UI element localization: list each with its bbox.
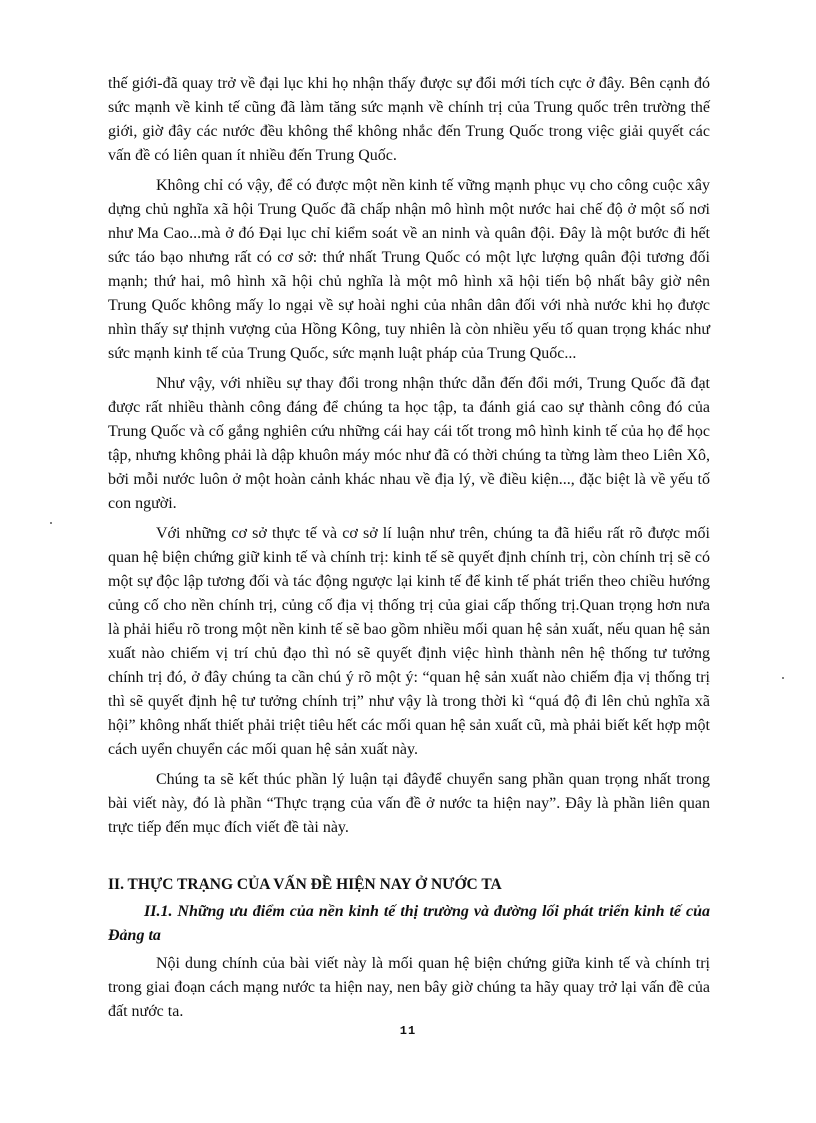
page-number: 11 (399, 1024, 417, 1038)
paragraph: Như vậy, với nhiều sự thay đổi trong nhận thức dẫn đến đổi mới, Trung Quốc đã đạt được rất nhiều thành công đáng để chúng ta học tập, ta đánh giá cao sự thành công đó của Trung Quốc và cố gắng nghiên cứu những cái hay cái tốt trong mô hình kinh tế của họ để học tập, nhưng không phải là dập khuôn máy móc như đã có thời chúng ta từng làm theo Liên Xô, bởi mỗi nước luôn ở một hoàn cảnh khác nhau về địa lý, về điều kiện..., đặc biệt là về yếu tố con người. (108, 375, 710, 512)
paragraph: Nội dung chính của bài viết này là mối quan hệ biện chứng giữa kinh tế và chính trị trong giai đoạn cách mạng nước ta hiện nay, nen bây giờ chúng ta hãy quay trở lại vấn đề của đất nước ta. (108, 955, 710, 1020)
paragraph: Không chỉ có vậy, để có được một nền kinh tế vững mạnh phục vụ cho công cuộc xây dựng chủ nghĩa xã hội Trung Quốc đã chấp nhận mô hình một nước hai chế độ ở một số nơi như Ma Cao...mà ở đó Đại lục chỉ kiểm soát về an ninh và quân đội. Đây là một bước đi hết sức táo bạo nhưng rất có cơ sở: thứ nhất Trung Quốc có một lực lượng quân đội tương đối mạnh; thứ hai, mô hình xã hội chủ nghĩa là một mô hình xã hội tiến bộ nhất bây giờ nên Trung Quốc không mấy lo ngại về sự hoài nghi của nhân dân đối với nhà nước khi họ được nhìn thấy sự thịnh vượng của Hồng Kông, tuy nhiên là còn nhiều yếu tố quan trọng khác như sức mạnh kinh tế của Trung Quốc, sức mạnh luật pháp của Trung Quốc... (108, 177, 710, 362)
paragraph: Với những cơ sở thực tế và cơ sở lí luận như trên, chúng ta đã hiểu rất rõ được mối quan hệ biện chứng giữ kinh tế và chính trị: kinh tế sẽ quyết định chính trị, còn chính trị sẽ có một sự độc lập tương đối và tác động ngược lại kinh tế để kinh tế phát triển theo chiều hướng củng cố cho nền chính trị, củng cố địa vị thống trị của giai cấp thống trị.Quan trọng hơn nưa là phải hiểu rõ trong một nền kinh tế sẽ bao gồm nhiều mối quan hệ sản xuất, nếu quan hệ sản xuất nào chiếm vị trí chủ đạo thì nó sẽ quyết định việc hình thành nên hệ thống tư tưởng chính trị đó, ở đây chúng ta cần chú ý rõ một ý: “quan hệ sản xuất nào chiếm địa vị thống trị thì sẽ quyết định hệ tư tưởng chính trị” như vậy là trong thời kì “quá độ đi lên chủ nghĩa xã hội” không nhất thiết phải triệt tiêu hết các mối quan hệ sản xuất cũ, mà phải biết kết hợp một cách uyển chuyển các mối quan hệ sản xuất này. (108, 525, 710, 758)
section-heading: II. THỰC TRẠNG CỦA VẤN ĐỀ HIỆN NAY Ở NƯỚC TA (108, 876, 502, 893)
page-body (108, 72, 710, 1024)
paragraph: Chúng ta sẽ kết thúc phần lý luận tại đâyđể chuyển sang phần quan trọng nhất trong bài viết này, đó là phần “Thực trạng của vấn đề ở nước ta hiện nay”. Đây là phần liên quan trực tiếp đến mục đích viết đề tài này. (108, 771, 710, 836)
paragraph-continuation: thế giới-đã quay trở về đại lục khi họ nhận thấy được sự đổi mới tích cực ở đây. Bên cạnh đó sức mạnh về kinh tế cũng đã làm tăng sức mạnh về chính trị của Trung quốc trên trường thế giới, giờ đây các nước đều không thể không nhắc đến Trung Quốc trong việc giải quyết các vấn đề có liên quan ít nhiều đến Trung Quốc. (108, 75, 710, 164)
subsection-heading: II.1. Những ưu điểm của nền kinh tế thị trường và đường lối phát triển kinh tế của Đảng ta (108, 903, 710, 944)
scan-speck (782, 677, 784, 679)
scan-speck (50, 522, 52, 524)
